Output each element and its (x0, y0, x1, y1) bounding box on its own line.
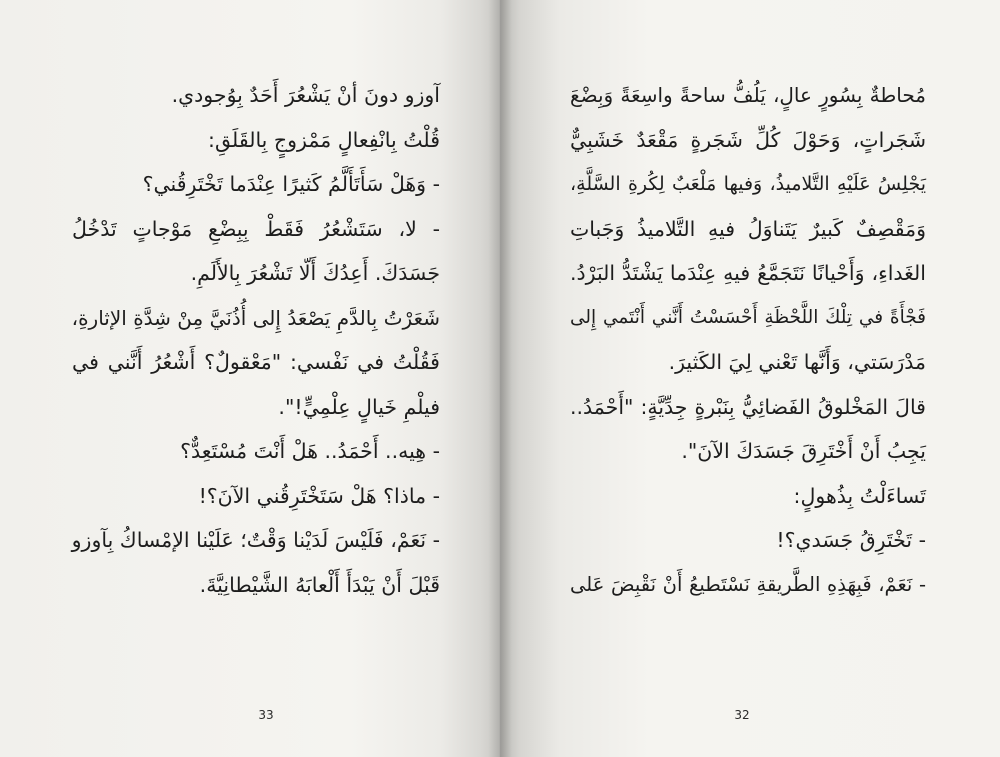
text-line: - ماذا؟ هَلْ سَتَخْتَرِقُني الآنَ؟! (198, 483, 440, 508)
text-line: شَعَرْتُ بِالدَّمِ يَصْعَدُ إِلى أُذُنَيَّ مِنْ شِدَّةِ الإثارةِ، (71, 305, 440, 330)
text-line: وَمَقْصِفٌ كَبيرٌ يَتَناوَلُ فيهِ التَّلاميذُ وَجَباتِ (570, 216, 926, 241)
text-line: - وَهَلْ سَأَتَأَلَّمُ كَثيرًا عِنْدَما تَخْتَرِقُني؟ (142, 172, 440, 196)
text-line: فَجْأَةً في تِلْكَ اللَّحْظَةِ أَحْسَسْتُ أَنَّني أَنْتَمي إِلى (570, 306, 926, 328)
text-line: قُلْتُ بِانْفِعالٍ مَمْزوجٍ بِالقَلَقِ: (208, 127, 440, 152)
text-line: شَجَراتٍ، وَحَوْلَ كُلِّ شَجَرةٍ مَقْعَدٌ خَشَبِيٌّ (570, 127, 926, 152)
text-line: - هِيه.. أَحْمَدُ.. هَلْ أَنْتَ مُسْتَعِدٌّ؟ (180, 439, 440, 463)
page-number: 33 (258, 708, 274, 722)
text-line: فَقُلْتُ في نَفْسي: "مَعْقولٌ؟ أَشْعُرُ أَنَّني في (72, 350, 440, 374)
book-gutter-shadow (488, 0, 512, 757)
text-line: - نَعَمْ، فَلَيْسَ لَدَيْنا وَقْتٌ؛ عَلَيْنا الإمْساكُ بِآوزو (71, 528, 440, 552)
text-line: تَساءَلْتُ بِذُهولٍ: (793, 483, 926, 508)
text-line: - لا، سَتَشْعُرُ فَقَطْ بِبِضْعِ مَوْجاتٍ تَدْخُلُ (72, 216, 440, 241)
text-line: - تَخْتَرِقُ جَسَدي؟! (776, 528, 926, 552)
text-line: يَجْلِسُ عَلَيْهِ التَّلاميذُ، وَفيها مَلْعَبٌ لِكُرةِ السَّلَّةِ، (570, 173, 926, 195)
text-line: قَبْلَ أَنْ يَبْدَأَ أَلْعابَهُ الشَّيْطانِيَّةَ. (199, 572, 440, 597)
text-line: فيلْمِ خَيالٍ عِلْمِيٍّ!". (278, 394, 440, 419)
text-line: آوزو دونَ أنْ يَشْعُرَ أَحَدٌ بِوُجودي. (171, 83, 440, 107)
text-line: مَدْرَسَتي، وَأَنَّها تَعْني لِيَ الكَثيرَ. (668, 350, 926, 374)
page-number: 32 (734, 708, 750, 722)
text-line: يَجِبُ أَنْ أَخْتَرِقَ جَسَدَكَ الآنَ". (681, 439, 926, 463)
left-page-text (72, 73, 440, 607)
text-line: الغَداءِ، وَأَحْيانًا نَتَجَمَّعُ فيهِ عِنْدَما يَشْتَدُّ البَرْدُ. (570, 261, 926, 285)
right-page-text (570, 73, 926, 607)
text-line: جَسَدَكَ. أَعِدُكَ أَلّا تَشْعُرَ بِالأَلَمِ. (190, 261, 440, 285)
text-line: قالَ المَخْلوقُ الفَضائِيُّ بِنَبْرةٍ جِدِّيَّةٍ: "أَحْمَدُ.. (570, 394, 926, 419)
right-page (500, 0, 1000, 757)
text-line: - نَعَمْ، فَبِهَذِهِ الطَّريقةِ نَسْتَطيعُ أَنْ نَقْبِضَ عَلى (570, 572, 926, 596)
text-line: مُحاطةٌ بِسُورٍ عالٍ، يَلُفُّ ساحةً واسِعَةً وَبِضْعَ (570, 83, 926, 107)
